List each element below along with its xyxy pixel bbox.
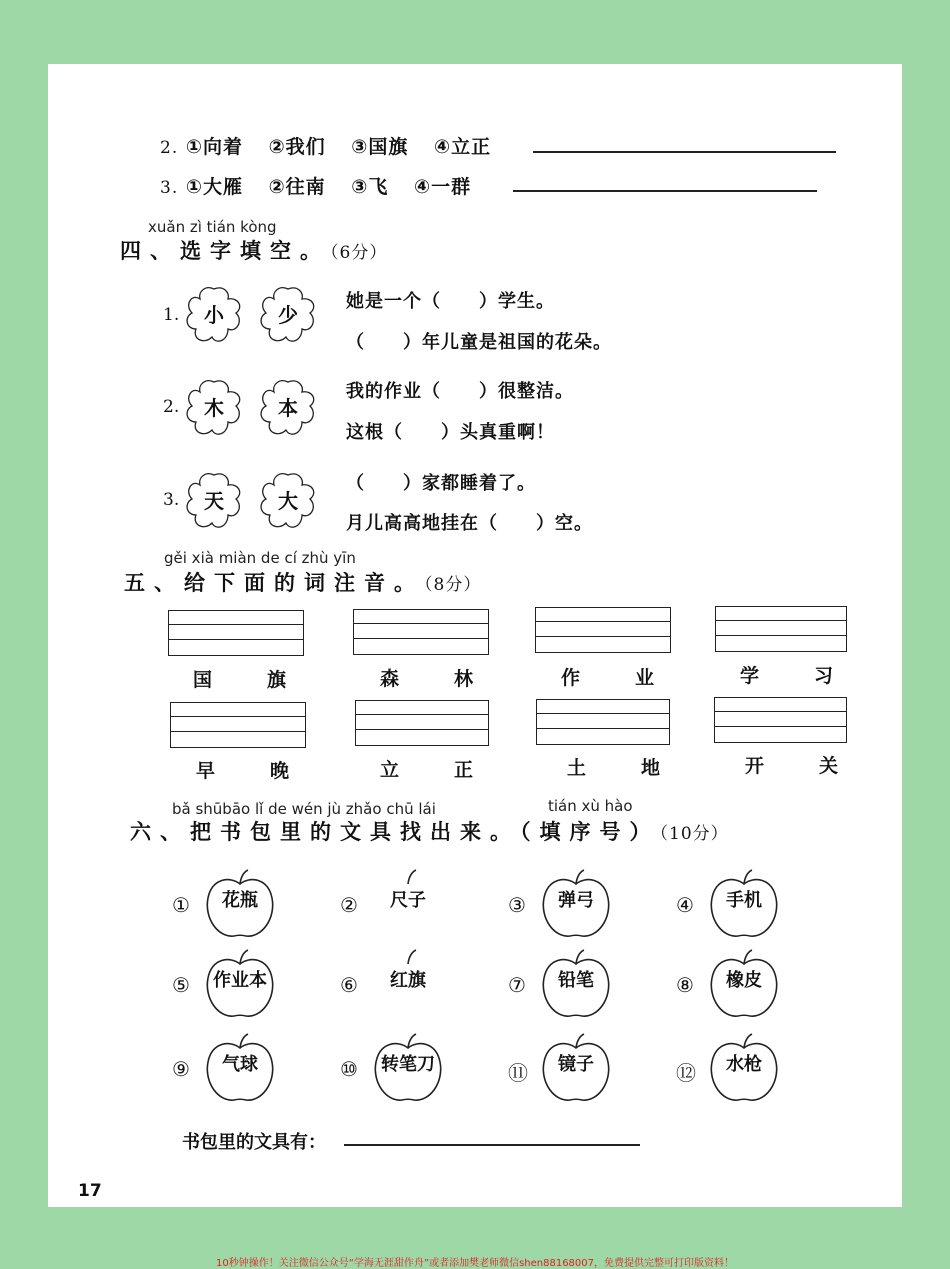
section4-title: 四、选字填空。 [120,239,330,263]
apple-item [536,946,616,1022]
flower-choice [182,283,246,347]
pinyin-grid[interactable] [536,699,670,745]
apple-item [536,1030,616,1106]
item-number: ⑩ [340,1057,358,1081]
pinyin-word: 开 关 [745,755,857,777]
answer-line[interactable] [513,190,817,192]
item-label: 红旗 [390,970,426,991]
apple-item [200,946,280,1022]
apple-item [704,866,784,942]
item-number: ⑤ [172,973,190,997]
apple-item [704,1030,784,1106]
section4-score: （6分） [330,243,388,263]
item-number: ⑥ [340,973,358,997]
pinyin-grid[interactable] [168,610,304,656]
flower-choice [256,469,320,533]
word-option: ②我们 [268,136,326,158]
section4-pinyin: xuǎn zì tián kòng [148,218,277,236]
stem-item [368,946,448,1022]
fill-sentence[interactable]: 她是一个（ ）学生。 [346,291,555,312]
item-label: 作业本 [213,970,267,991]
pinyin-grid[interactable] [170,702,306,748]
section5-title: 五、给下面的词注音。 [124,571,424,595]
pinyin-grid[interactable] [714,697,847,743]
item-number: ④ [676,893,694,917]
item-number: ⑨ [172,1057,190,1081]
apple-item [536,866,616,942]
fill-sentence[interactable]: 这根（ ）头真重啊！ [346,422,555,443]
flower-choice [256,283,320,347]
item-label: 转笔刀 [381,1054,435,1075]
flower-char: 大 [278,489,298,513]
section6-heading [130,816,729,846]
stem-item [368,866,448,942]
item-number: ① [172,893,190,917]
section6-pinyin-paren: tián xù hào [548,797,633,815]
item-number: ② [340,893,358,917]
fill-sentence[interactable]: （ ）家都睡着了。 [346,473,536,494]
group-number: 3. [163,490,180,510]
word-option: ③飞 [351,176,389,198]
fill-sentence[interactable]: （ ）年儿童是祖国的花朵。 [346,332,612,353]
section5-heading [124,567,481,597]
item-label: 橡皮 [726,970,762,991]
pinyin-grid[interactable] [535,607,671,653]
item-label: 尺子 [390,890,426,911]
item-label: 铅笔 [558,970,594,991]
answer-line[interactable] [533,151,836,153]
pinyin-grid[interactable] [353,609,489,655]
row-number: 2. [160,138,179,158]
word-option: ①大雁 [185,176,243,198]
section6-title: 六、把书包里的文具找出来。 [130,820,520,844]
fill-sentence[interactable]: 我的作业（ ）很整洁。 [346,381,574,402]
item-label: 手机 [726,890,762,911]
row-number: 3. [160,178,179,198]
apple-item [200,866,280,942]
pinyin-word: 国 旗 [193,669,305,691]
group-number: 1. [163,305,180,325]
item-number: ⑦ [508,973,526,997]
pinyin-word: 土 地 [567,757,679,779]
section6-score: （10分） [659,824,729,844]
pinyin-word: 作 业 [561,667,673,689]
apple-item [200,1030,280,1106]
promo-footer: 10秒钟操作！关注微信公众号“学海无涯甜作舟”或者添加樊老师微信shen88168007，免费提供完整可打印版资料！ [215,1258,735,1269]
flower-char: 少 [278,303,298,327]
flower-char: 天 [204,489,224,513]
item-number: ⑧ [676,973,694,997]
fill-sentence[interactable]: 月儿高高地挂在（ ）空。 [346,513,593,534]
q3-row-3 [160,172,471,199]
section6-pinyin: bǎ shūbāo lǐ de wén jù zhǎo chū lái [172,800,436,818]
word-option: ②往南 [268,176,326,198]
flower-choice [182,469,246,533]
flower-char: 本 [278,396,298,420]
q3-row-2 [160,132,491,159]
word-option: ③国旗 [351,136,409,158]
group-number: 2. [163,397,180,417]
item-label: 镜子 [558,1054,594,1075]
item-number: ③ [508,893,526,917]
pinyin-grid[interactable] [715,606,847,652]
section5-pinyin: gěi xià miàn de cí zhù yīn [164,549,356,567]
item-label: 花瓶 [222,890,258,911]
answer-label: 书包里的文具有： [182,1132,326,1153]
item-label: 弹弓 [558,890,594,911]
item-number: ⑫ [676,1061,696,1085]
section5-score: （8分） [424,575,482,595]
apple-item [368,1030,448,1106]
item-label: 水枪 [726,1054,762,1075]
word-option: ①向着 [185,136,243,158]
word-option: ④一群 [414,176,472,198]
flower-choice [256,376,320,440]
pinyin-word: 早 晚 [196,760,308,782]
flower-choice [182,376,246,440]
item-label: 气球 [222,1054,258,1075]
answer-line[interactable] [344,1144,640,1146]
flower-char: 小 [204,303,224,327]
pinyin-word: 森 林 [380,668,492,690]
pinyin-word: 立 正 [380,759,492,781]
flower-char: 木 [204,396,224,420]
pinyin-word: 学 习 [740,665,852,687]
pinyin-grid[interactable] [355,700,489,746]
word-option: ④立正 [434,136,492,158]
item-number: ⑪ [508,1061,528,1085]
page-number: 17 [78,1181,102,1201]
apple-item [704,946,784,1022]
section6-title-paren: （填序号） [520,820,660,844]
section4-heading [120,235,387,265]
